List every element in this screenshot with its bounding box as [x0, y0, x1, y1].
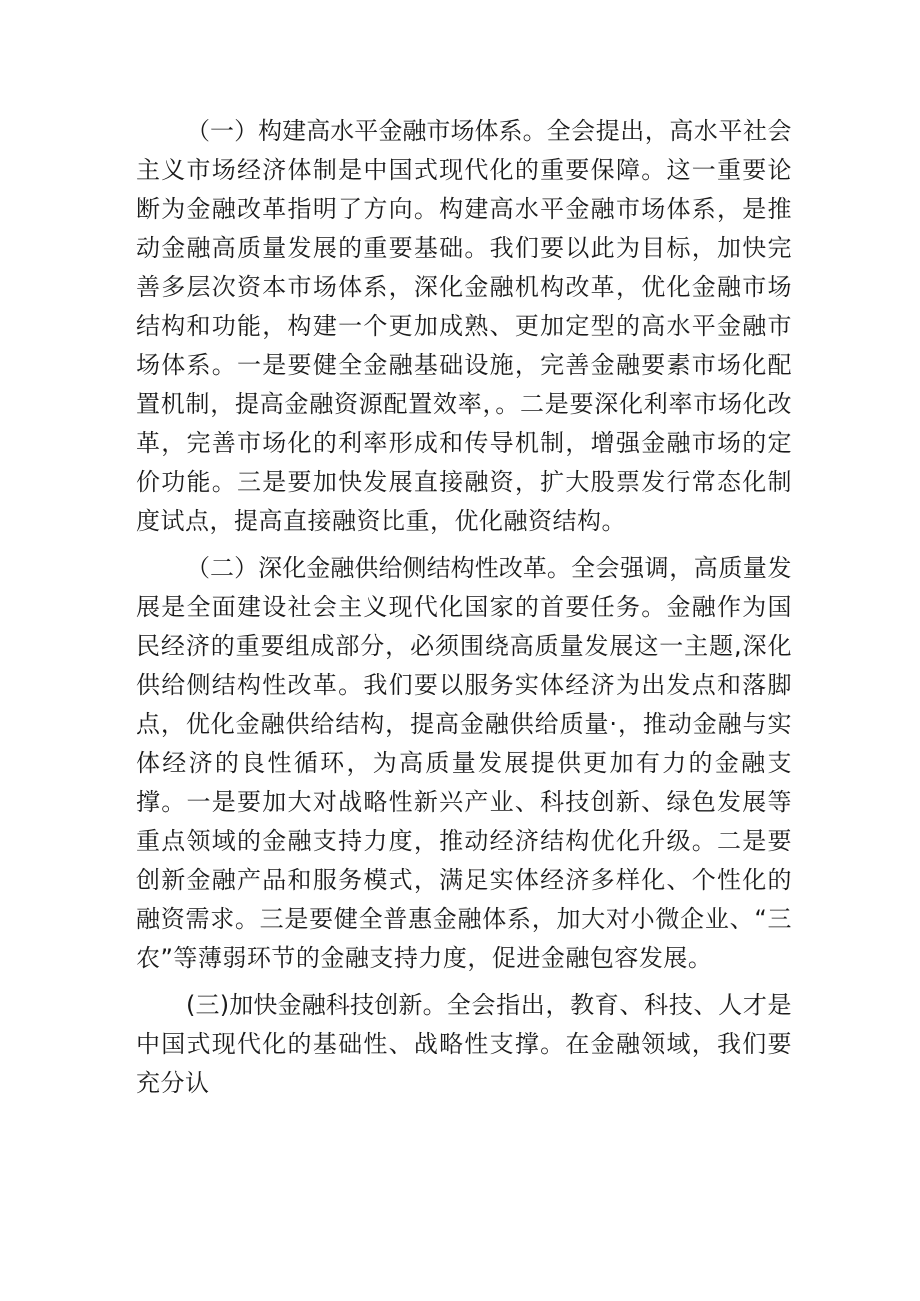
paragraph-3-text: 全会指出，教育、科技、人才是中国式现代化的基础性、战略性支撑。在金融领域，我们要充分认 — [136, 991, 792, 1097]
paragraph-1-text: 全会提出，高水平社会主义市场经济体制是中国式现代化的重要保障。这一重要论断为金融改革指明了方向。构建高水平金融市场体系，是推动金融高质量发展的重要基础。我们要以此为目标，加快完善多层次资本市场体系，深化金融机构改革，优化金融市场结构和功能，构建一个更加成熟、更加定型的高水平金融市场体系。一是要健全金融基础设施，完善金融要素市场化配置机制，提高金融资源配置效率，。二是要深化利率市场化改革，完善市场化的利率形成和传导机制，增强金融市场的定价功能。三是要加快发展直接融资，扩大股票发行常态化制度试点，提高直接融资比重，优化融资结构。 — [136, 117, 792, 535]
paragraph-2-heading: （二）深化金融供给侧结构性改革。 — [186, 554, 571, 582]
paragraph-3-heading: (三)加快金融科技创新。 — [186, 991, 447, 1019]
paragraph-2 — [136, 549, 792, 978]
paragraph-1 — [136, 112, 792, 541]
paragraph-2-text: 全会强调，高质量发展是全面建设社会主义现代化国家的首要任务。金融作为国民经济的重要组成部分，必须围绕高质量发展这一主题,深化供给侧结构性改革。我们要以服务实体经济为出发点和落脚点，优化金融供给结构，提高金融供给质量·，推动金融与实体经济的良性循环，为高质量发展提供更加有力的金融支撑。一是要加大对战略性新兴产业、科技创新、绿色发展等重点领域的金融支持力度，推动经济结构优化升级。二是要创新金融产品和服务模式，满足实体经济多样化、个性化的融资需求。三是要健全普惠金融体系，加大对小微企业、“三农”等薄弱环节的金融支持力度，促进金融包容发展。 — [136, 554, 792, 972]
paragraph-3 — [136, 986, 792, 1103]
document-body — [136, 112, 792, 1111]
paragraph-1-heading: （一）构建高水平金融市场体系。 — [186, 117, 547, 145]
